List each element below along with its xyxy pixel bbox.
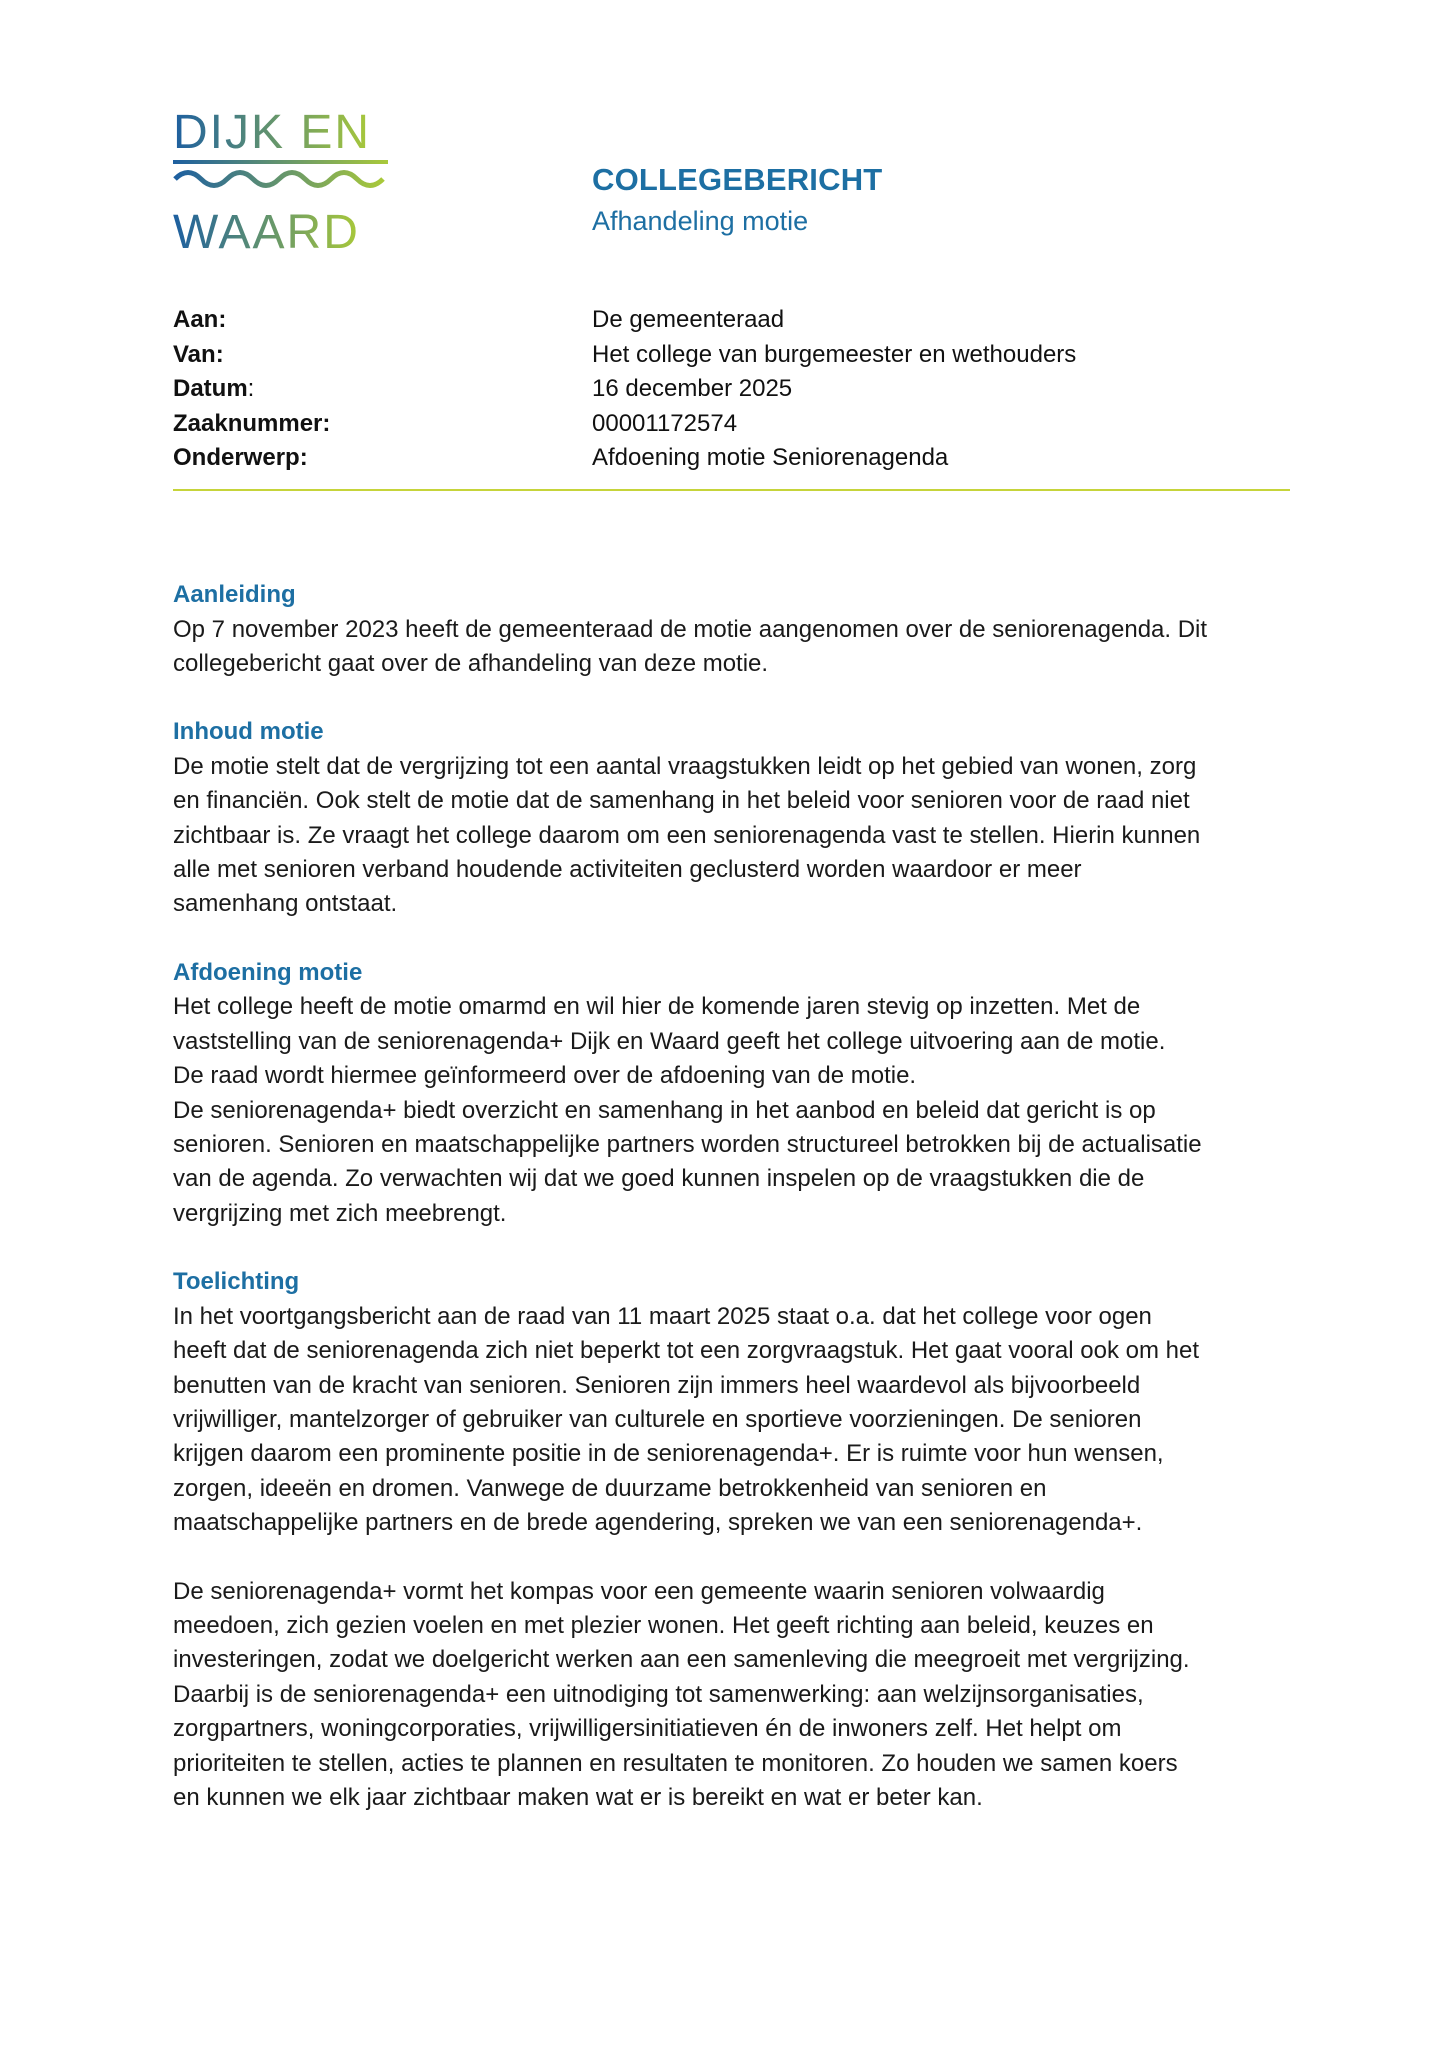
paragraph-line: investeringen, zodat we doelgericht werken aan een samenleving die meegroeit met vergrijzing. [173,1646,1190,1674]
meta-row-aan [173,303,1290,338]
meta-table [173,303,1290,476]
meta-value-van: Het college van burgemeester en wethouders [592,340,1077,368]
section-heading: Inhoud motie [173,718,324,746]
paragraph-line: van de agenda. Zo verwachten wij dat we goed kunnen inspelen op de vraagstukken die de [173,1165,1145,1193]
paragraph-line: De seniorenagenda+ biedt overzicht en samenhang in het aanbod en beleid dat gericht is op [173,1096,1156,1124]
document-body [173,578,1290,1849]
paragraph-line: heeft dat de seniorenagenda zich niet beperkt tot een zorgvraagstuk. Het gaat vooral ook om het [173,1337,1199,1365]
logo-wave-icon [175,173,383,186]
meta-label-datum-text: Datum [173,375,248,403]
paragraph-line: De seniorenagenda+ vormt het kompas voor een gemeente waarin senioren volwaardig [173,1577,1105,1605]
paragraph-line: vrijwilliger, mantelzorger of gebruiker van culturele en sportieve voorzieningen. De senioren [173,1405,1142,1433]
meta-value-datum: 16 december 2025 [592,375,793,403]
paragraph-line: benutten van de kracht van senioren. Senioren zijn immers heel waardevol als bijvoorbeeld [173,1371,1141,1399]
meta-row-van [173,338,1290,373]
section-heading: Toelichting [173,1268,300,1296]
section-afdoening-motie [173,956,1290,1231]
paragraph-line: collegebericht gaat over de afhandeling van deze motie. [173,649,769,677]
paragraph-line: De raad wordt hiermee geïnformeerd over de afdoening van de motie. [173,1062,917,1090]
paragraph-line: Het college heeft de motie omarmd en wil hier de komende jaren stevig op inzetten. Met de [173,993,1141,1021]
section-heading: Aanleiding [173,581,296,608]
paragraph-line: krijgen daarom een prominente positie in de seniorenagenda+. Er is ruimte voor hun wensen, [173,1440,1164,1468]
paragraph-line: zichtbaar is. Ze vraagt het college daarom om een seniorenagenda vast te stellen. Hierin kunnen [173,821,1201,849]
paragraph-line: vergrijzing met zich meebrengt. [173,1199,507,1227]
meta-value-aan: De gemeenteraad [592,306,785,334]
meta-label-datum-colon: : [247,375,255,403]
meta-label-aan: Aan: [173,306,227,334]
meta-label-zaaknummer: Zaaknummer: [173,409,331,437]
paragraph-line: alle met senioren verband houdende activiteiten geclusterd worden waardoor er meer [173,856,1082,884]
logo-line-2: WAARD [173,206,360,252]
section-toelichting [173,1265,1290,1540]
meta-row-zaaknummer [173,407,1290,442]
paragraph-line: Op 7 november 2023 heeft de gemeenteraad de motie aangenomen over de seniorenagenda. Dit [173,615,1208,643]
page-title: COLLEGEBERICHT [592,162,883,197]
paragraph-line: samenhang ontstaat. [173,890,398,918]
section-heading: Afdoening motie [173,958,363,986]
paragraph-line: senioren. Senioren en maatschappelijke partners worden structureel betrokken bij de actualisatie [173,1130,1202,1158]
paragraph-line: In het voortgangsbericht aan de raad van 11 maart 2025 staat o.a. dat het college voor ogen [173,1302,1152,1330]
section-kompas [173,1575,1290,1816]
dijk-en-waard-logo [173,106,393,252]
meta-value-zaaknummer: 00001172574 [592,409,738,437]
page-subtitle: Afhandeling motie [592,206,809,236]
paragraph-line: zorgpartners, woningcorporaties, vrijwilligersinitiatieven én de inwoners zelf. Het helpt om [173,1715,1122,1743]
paragraph-line: prioriteiten te stellen, acties te plannen en resultaten te monitoren. Zo houden we samen koers [173,1749,1178,1777]
meta-label-onderwerp: Onderwerp: [173,444,308,472]
meta-value-onderwerp: Afdoening motie Seniorenagenda [592,444,949,472]
paragraph-line: en kunnen we elk jaar zichtbaar maken wat er is bereikt en wat er beter kan. [173,1783,983,1811]
meta-label-datum [173,375,592,403]
paragraph-line: maatschappelijke partners en de brede agendering, spreken we van een seniorenagenda+. [173,1509,1143,1537]
paragraph-line: zorgen, ideeën en dromen. Vanwege de duurzame betrokkenheid van senioren en [173,1474,1047,1502]
paragraph-line: vaststelling van de seniorenagenda+ Dijk en Waard geeft het college uitvoering aan de motie. [173,1027,1166,1055]
meta-row-datum [173,372,1290,407]
section-aanleiding [173,578,1290,681]
section-inhoud-motie [173,715,1290,922]
paragraph-line: meedoen, zich gezien voelen en met plezier wonen. Het geeft richting aan beleid, keuzes en [173,1611,1154,1639]
paragraph-line: De motie stelt dat de vergrijzing tot een aantal vraagstukken leidt op het gebied van wonen, zorg [173,752,1197,780]
meta-label-van: Van: [173,340,224,368]
logo-line-1: DIJK EN [173,106,372,159]
header-divider [173,489,1290,491]
paragraph-line: en financiën. Ook stelt de motie dat de samenhang in het beleid voor senioren voor de raad niet [173,787,1190,815]
paragraph-line: Daarbij is de seniorenagenda+ een uitnodiging tot samenwerking: aan welzijnsorganisaties, [173,1680,1144,1708]
meta-row-onderwerp [173,441,1290,476]
